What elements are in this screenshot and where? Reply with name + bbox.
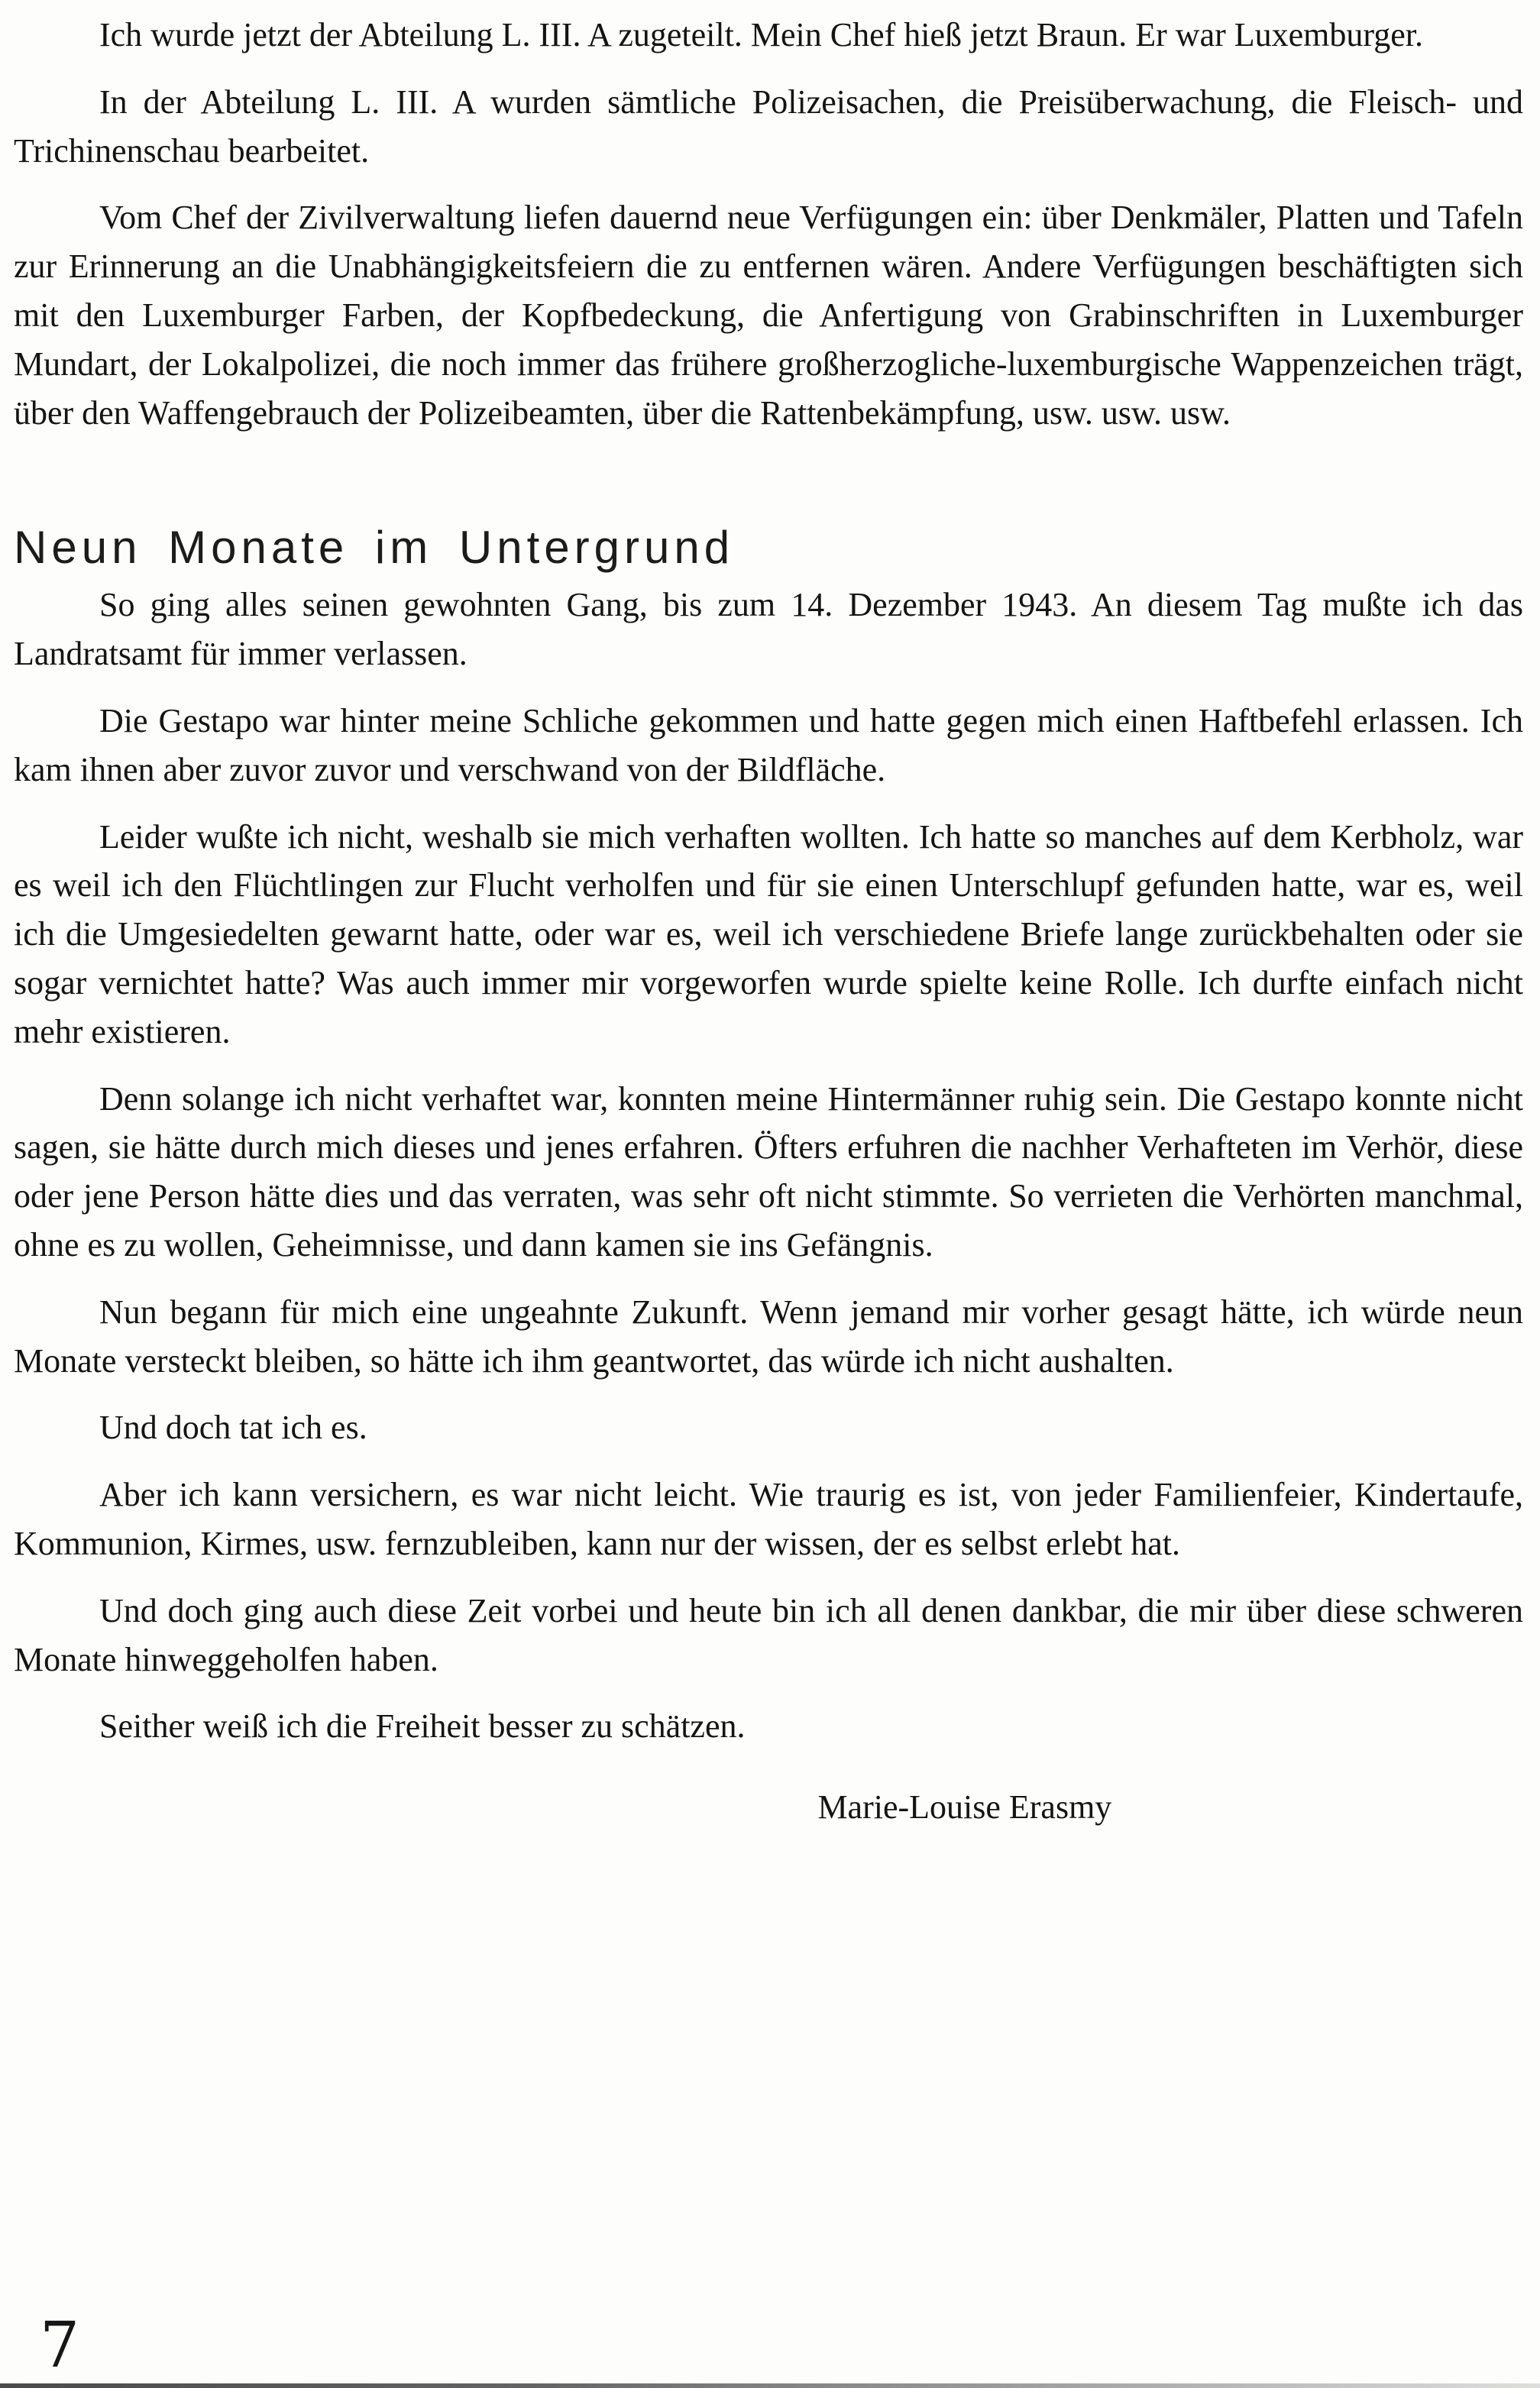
intro-paragraph: Vom Chef der Zivilverwaltung liefen dauernd neue Verfügungen ein: über Denkmäler, Platten und Tafeln zur Erinnerung an die Unabhängigkeitsfeiern die zu entfernen wären. Andere Verfügungen beschäftigten sich mit den Luxemburger Farben, der Kopfbedeckung, die Anfertigung von Grabinschriften in Luxemburger Mundart, der Lokalpolizei, die noch immer das frühere großherzogliche-luxemburgische Wappenzeichen trägt, über den Waffengebrauch der Polizeibeamten, über die Rattenbekämpfung, usw. usw. usw. [14,199,1523,432]
section-paragraph: Nun begann für mich eine ungeahnte Zukunft. Wenn jemand mir vorher gesagt hätte, ich würde neun Monate versteckt bleiben, so hätte ich ihm geantwortet, das würde ich nicht aushalten. [14,1293,1523,1380]
intro-paragraph: In der Abteilung L. III. A wurden sämtliche Polizeisachen, die Preisüberwachung, die Fleisch- und Trichinenschau bearbeitet. [14,83,1523,170]
scan-edge-artifact [0,2383,1540,2388]
section-paragraph: Und doch ging auch diese Zeit vorbei und heute bin ich all denen dankbar, die mir über diese schweren Monate hinweggeholfen haben. [14,1591,1523,1678]
section-paragraph: Leider wußte ich nicht, weshalb sie mich verhaften wollten. Ich hatte so manches auf dem Kerbholz, war es weil ich den Flüchtlingen zur Flucht verholfen und für sie einen Unterschlupf gefunden hatte, war es, weil ich die Umgesiedelten gewarnt hatte, oder war es, weil ich verschiedene Briefe lange zurückbehalten oder sie sogar vernichtet hatte? Was auch immer mir vorgeworfen wurde spielte keine Rolle. Ich durfte einfach nicht mehr existieren. [14,817,1523,1050]
section-paragraph: Aber ich kann versichern, es war nicht leicht. Wie traurig es ist, von jeder Familienfeier, Kindertaufe, Kommunion, Kirmes, usw. fernzubleiben, kann nur der wissen, der es selbst erlebt hat. [14,1476,1523,1562]
section-heading: Neun Monate im Untergrund [14,522,735,574]
section-paragraph: Denn solange ich nicht verhaftet war, konnten meine Hintermänner ruhig sein. Die Gestapo konnte nicht sagen, sie hätte durch mich dieses und jenes erfahren. Öfters erfuhren die nachher Verhafteten im Verhör, diese oder jene Person hätte dies und das verraten, was sehr oft nicht stimmte. So verrieten die Verhörten manchmal, ohne es zu wollen, Geheimnisse, und dann kamen sie ins Gefängnis. [14,1079,1523,1264]
author-signature: Marie-Louise Erasmy [817,1788,1112,1827]
section-paragraph: So ging alles seinen gewohnten Gang, bis zum 14. Dezember 1943. An diesem Tag mußte ich das Landratsamt für immer verlassen. [14,586,1523,673]
section-paragraph: Die Gestapo war hinter meine Schliche gekommen und hatte gegen mich einen Haftbefehl erlassen. Ich kam ihnen aber zuvor zuvor und verschwand von der Bildfläche. [14,701,1523,788]
section-paragraph: Seither weiß ich die Freiheit besser zu schätzen. [99,1707,746,1746]
page-number: 7 [40,2309,80,2382]
intro-paragraph: Ich wurde jetzt der Abteilung L. III. A zugeteilt. Mein Chef hieß jetzt Braun. Er war Luxemburger. [99,16,1423,53]
section-paragraph: Und doch tat ich es. [99,1409,367,1447]
